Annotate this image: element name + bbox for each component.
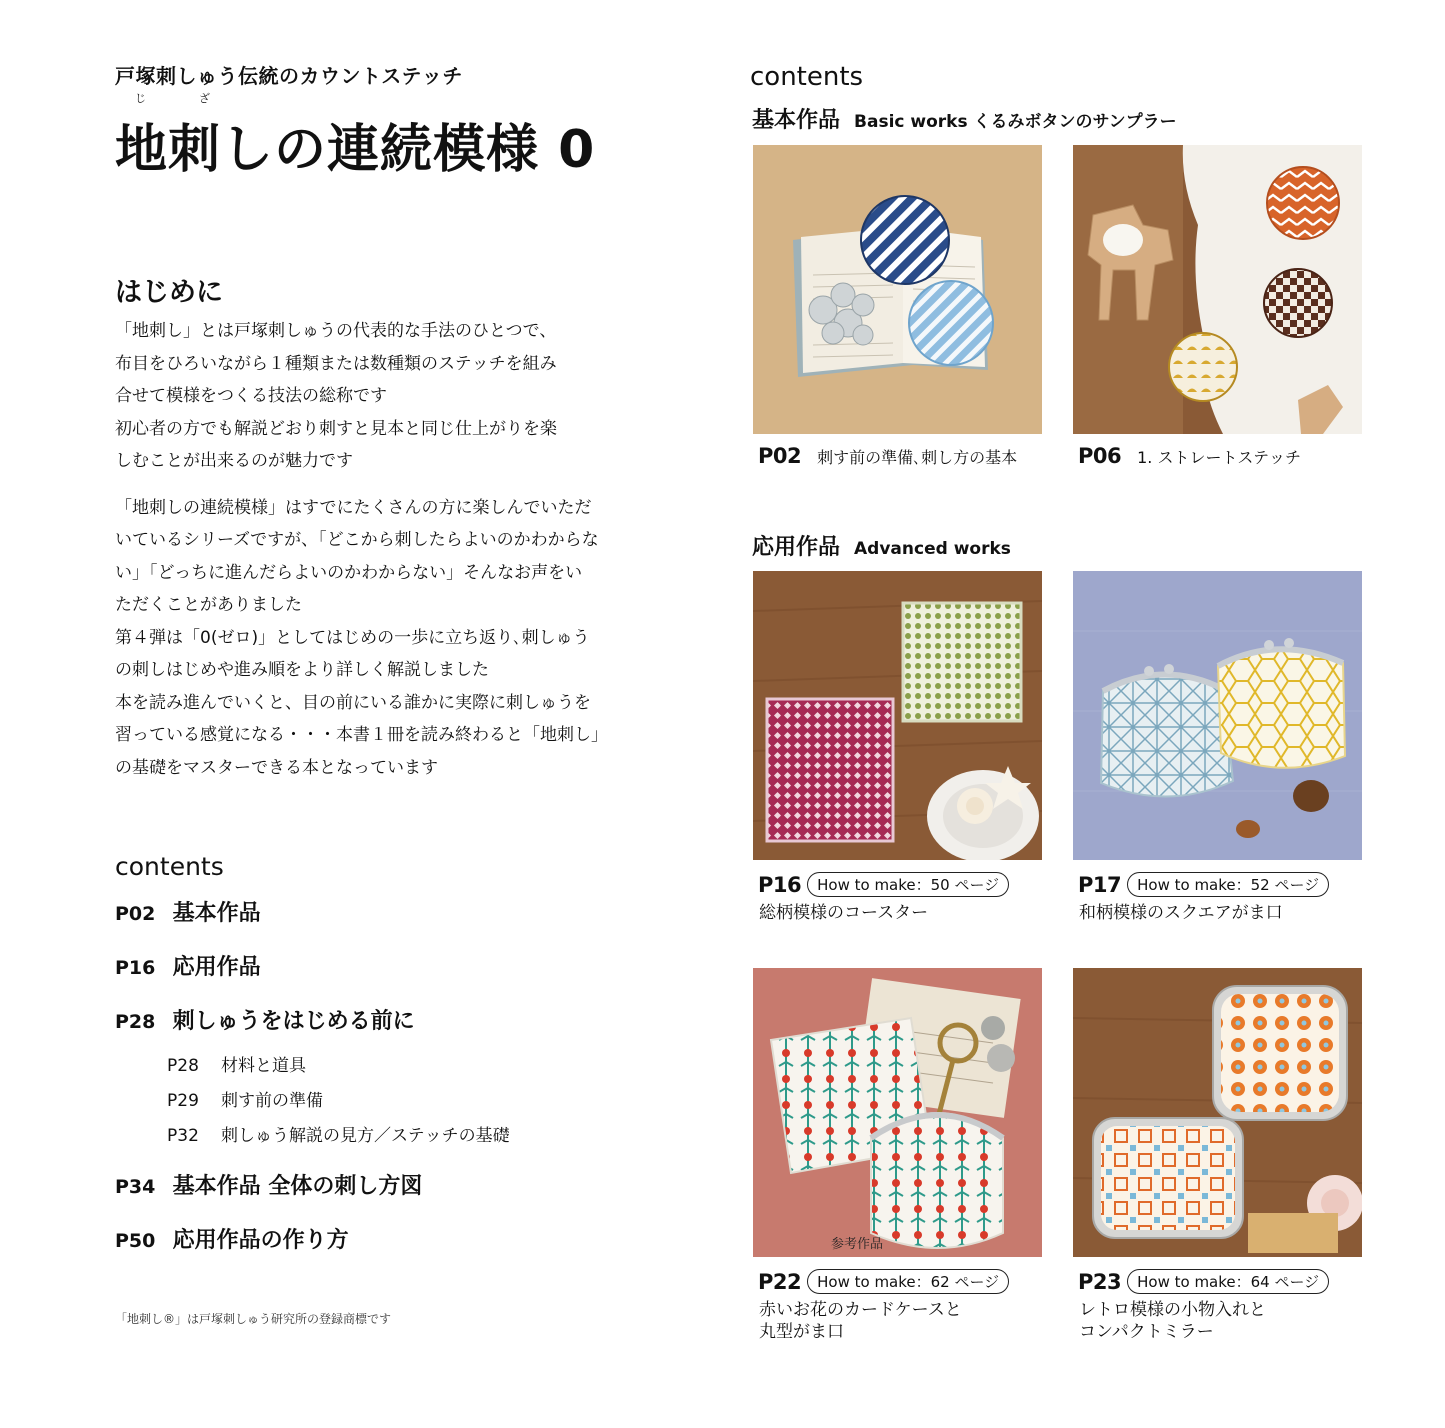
toc-label: 応用作品 [172,955,261,980]
caption-page: P22 [758,1269,802,1294]
contents-heading: contents [115,852,224,881]
toc-sub-label: 刺しゅう解説の見方／ステッチの基礎 [221,1126,510,1146]
caption-text: 1. ストレートステッチ [1137,447,1301,467]
toc-entry[interactable] [115,1214,675,1268]
basic-works-heading [752,103,1177,134]
toc-sub-label: 刺す前の準備 [221,1091,323,1111]
toc-label: 基本作品 [172,901,261,926]
caption-p22 [758,1269,1009,1294]
photo-basic-p06 [1073,145,1362,434]
how-to-make-pill[interactable]: How to make：50 ページ [807,872,1009,897]
book-title: 地刺しの連続模様 0 [115,120,596,180]
caption-page: P23 [1078,1269,1122,1294]
toc-entry[interactable] [115,887,675,941]
toc-subentry[interactable] [115,1119,675,1154]
series-subtitle: 戸塚刺しゅう伝統のカウントステッチ [115,64,463,88]
toc-page: P16 [115,957,156,979]
photo-advanced-p16 [753,571,1042,860]
how-to-make-pill[interactable]: How to make：52 ページ [1127,872,1329,897]
photo-note: 参考作品 [831,1236,884,1251]
caption-p23 [1078,1269,1329,1294]
toc-entry[interactable] [115,941,675,995]
intro-column [115,60,675,1268]
caption-p02 [758,444,1017,468]
basic-works-title: 基本作品 [752,108,841,133]
toc-entry[interactable] [115,995,675,1049]
intro-paragraph-1: 「地刺し」とは戸塚刺しゅうの代表的な手法のひとつで、 布目をひろいながら１種類または数種類のステッチを組み 合せて模様をつくる技法の総称です 初心者の方でも解説どおり刺すと見本と同じ仕上がりを楽 しむことが出来るのが魅力です [115,321,557,471]
photo-advanced-p17 [1073,571,1362,860]
toc-sub-page: P28 [167,1056,199,1076]
ruby-za: ざ [199,92,210,105]
caption-page: P06 [1078,444,1122,468]
photo-basic-p02 [753,145,1042,434]
photo-advanced-p22 [753,968,1042,1257]
how-to-make-pill[interactable]: How to make：62 ページ [807,1269,1009,1294]
toc-sub-page: P32 [167,1126,199,1146]
advanced-works-subtitle: Advanced works [854,539,1011,559]
toc-sub-label: 材料と道具 [221,1056,306,1076]
basic-works-subtitle: Basic works くるみボタンのサンプラー [854,112,1177,132]
caption-p16 [758,872,1009,897]
photo-advanced-p23 [1073,968,1362,1257]
caption-name-p16: 総柄模様のコースター [759,903,929,923]
toc-label: 応用作品の作り方 [172,1228,349,1253]
toc-page: P28 [115,1011,156,1033]
toc-sub-page: P29 [167,1091,199,1111]
contents-heading-right: contents [750,62,864,92]
caption-text: 刺す前の準備､刺し方の基本 [817,447,1018,467]
toc-page: P34 [115,1176,156,1198]
caption-page: P16 [758,872,802,897]
toc-entry[interactable] [115,1160,675,1214]
toc-subentry[interactable] [115,1049,675,1084]
toc-subentry[interactable] [115,1084,675,1119]
caption-p06 [1078,444,1301,468]
trademark-note: 「地刺し®」は戸塚刺しゅう研究所の登録商標です [115,1312,392,1326]
caption-name-p17: 和柄模様のスクエアがま口 [1079,903,1283,923]
caption-name-p22: 赤いお花のカードケースと 丸型がま口 [759,1300,962,1342]
toc-label: 基本作品 全体の刺し方図 [172,1174,423,1199]
intro-heading: はじめに [115,277,223,308]
ruby-ji: じ [135,92,146,105]
toc-label: 刺しゅうをはじめる前に [172,1009,415,1034]
caption-p17 [1078,872,1329,897]
table-of-contents [115,887,675,1268]
advanced-works-title: 応用作品 [752,535,841,560]
caption-name-p23: レトロ模様の小物入れと コンパクトミラー [1079,1300,1266,1342]
caption-page: P02 [758,444,802,468]
intro-paragraph-2: 「地刺しの連続模様」はすでにたくさんの方に楽しんでいただ いているシリーズですが、「どこから刺したらよいのかわからな い」「どっちに進んだらよいのかわからない」そんなお声をい ただくことがありました 第４弾は「0(ゼロ)」としてはじめの一歩に立ち返り､刺しゅう の刺しはじめや進み順をより詳しく解説しました 本を読み進んでいくと、目の前にいる誰かに実際に刺しゅうを 習っている感覚になる・・・本書１冊を読み終わると「地刺し」 の基礎をマスターできる本となっています [115,497,608,778]
toc-page: P02 [115,903,156,925]
how-to-make-pill[interactable]: How to make：64 ページ [1127,1269,1329,1294]
toc-page: P50 [115,1230,156,1252]
advanced-works-heading [752,530,1011,561]
caption-page: P17 [1078,872,1122,897]
